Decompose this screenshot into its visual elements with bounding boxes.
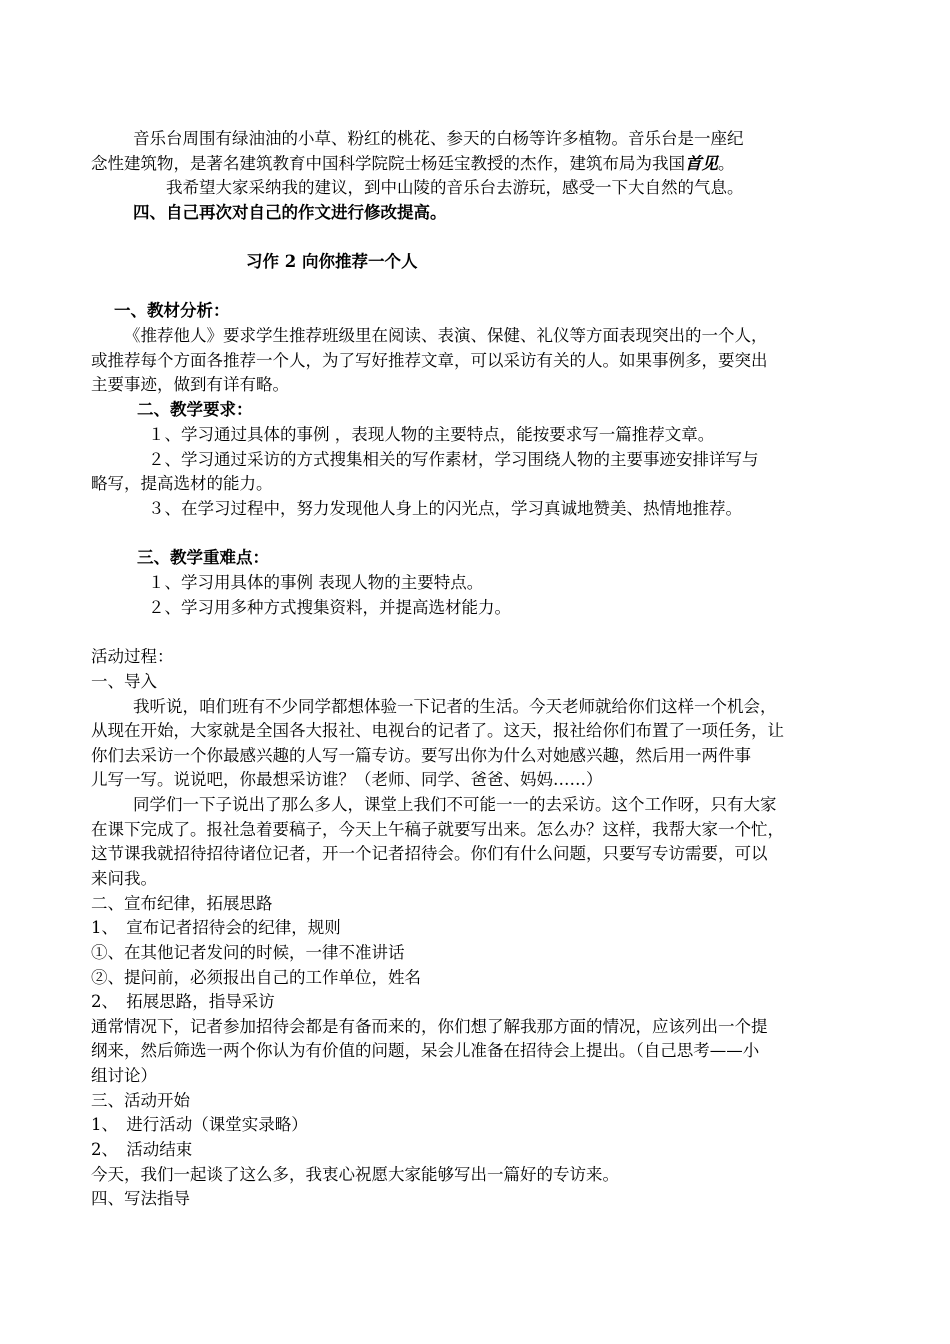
press-paragraph-line-2: 在课下完成了。报社急着要稿子，今天上午稿子就要写出来。怎么办？这样，我帮大家一个忙， (91, 820, 784, 839)
keypoints-heading: 三、教学重难点： (137, 548, 269, 567)
analysis-line-3: 主要事迹，做到有详有略。 (91, 375, 289, 394)
analysis-line-2: 或推荐每个方面各推荐一个人，为了写好推荐文章，可以采访有关的人。如果事例多，要突出 (91, 351, 768, 370)
intro-line-2-text: 念性建筑物，是著名建筑教育中国科学院院士杨廷宝教授的杰作，建筑布局为我国 (91, 154, 685, 173)
activity-item-2: 2、 活动结束 (91, 1140, 193, 1159)
press-paragraph-line-1: 同学们一下子说出了那么多人，课堂上我们不可能一一的去采访。这个工作呀，只有大家 (133, 795, 777, 814)
process-heading: 活动过程： (91, 647, 174, 666)
intro-emphasis: 首见 (685, 154, 718, 173)
section-rules-heading: 二、宣布纪律，拓展思路 (91, 894, 273, 913)
guidance-line-1: 通常情况下，记者参加招待会都是有备而来的，你们想了解我那方面的情况，应该列出一个提 (91, 1017, 768, 1036)
guidance-line-2: 纲来，然后筛选一两个你认为有价值的问题，呆会儿准备在招待会上提出。（自己思考——小 (91, 1041, 760, 1060)
requirement-item-1: １、学习通过具体的事例 ，表现人物的主要特点，能按要求写一篇推荐文章。 (148, 425, 715, 444)
section-writing-heading: 四、写法指导 (91, 1189, 190, 1208)
intro-paragraph-line-2: 从现在开始，大家就是全国各大报社、电视台的记者了。这天，报社给你们布置了一项任务，让 (91, 721, 784, 740)
intro-line-2 (91, 152, 735, 176)
rule-2: ②、提问前，必须报出自己的工作单位，姓名 (91, 968, 421, 987)
intro-paragraph-line-4: 儿写一写。说说吧，你最想采访谁？（老师、同学、爸爸、妈妈……） (91, 770, 603, 789)
closing-line: 今天，我们一起谈了这么多，我衷心祝愿大家能够写出一篇好的专访来。 (91, 1165, 619, 1184)
keypoint-item-2: ２、学习用多种方式搜集资料，并提高选材能力。 (148, 598, 511, 617)
section-intro-heading: 一、导入 (91, 672, 157, 691)
requirement-item-2-cont: 略写，提高选材的能力。 (91, 474, 273, 493)
activity-item-1: 1、 进行活动（课堂实录略） (91, 1115, 308, 1134)
keypoint-item-1: １、学习用具体的事例 表现人物的主要特点。 (148, 573, 484, 592)
intro-paragraph-line-1: 我听说，咱们班有不少同学都想体验一下记者的生活。今天老师就给你们这样一个机会， (133, 697, 777, 716)
requirements-heading: 二、教学要求： (137, 400, 253, 419)
intro-line-3: 我希望大家采纳我的建议，到中山陵的音乐台去游玩，感受一下大自然的气息。 (166, 178, 744, 197)
revision-step-heading: 四、自己再次对自己的作文进行修改提高。 (133, 203, 447, 222)
intro-paragraph-line-3: 你们去采访一个你最感兴趣的人写一篇专访。要写出你为什么对她感兴趣，然后用一两件事 (91, 746, 751, 765)
intro-line-1: 音乐台周围有绿油油的小草、粉红的桃花、参天的白杨等许多植物。音乐台是一座纪 (133, 129, 744, 148)
rules-item-1: 1、 宣布记者招待会的纪律，规则 (91, 918, 341, 937)
guidance-line-3: 组讨论） (91, 1066, 157, 1085)
lesson-title: 习作 2 向你推荐一个人 (246, 252, 418, 271)
rule-1: ①、在其他记者发问的时候，一律不准讲话 (91, 943, 405, 962)
press-paragraph-line-4: 来问我。 (91, 869, 157, 888)
rules-item-2: 2、 拓展思路，指导采访 (91, 992, 275, 1011)
analysis-heading: 一、教材分析： (114, 301, 230, 320)
requirement-item-2: ２、学习通过采访的方式搜集相关的写作素材，学习围绕人物的主要事迹安排详写与 (148, 450, 759, 469)
intro-line-2-end: 。 (718, 154, 735, 173)
press-paragraph-line-3: 这节课我就招待招待诸位记者，开一个记者招待会。你们有什么问题，只要写专访需要，可以 (91, 844, 768, 863)
section-activity-heading: 三、活动开始 (91, 1091, 190, 1110)
analysis-line-1: 《推荐他人》要求学生推荐班级里在阅读、表演、保健、礼仪等方面表现突出的一个人， (124, 326, 768, 345)
requirement-item-3: ３、在学习过程中，努力发现他人身上的闪光点，学习真诚地赞美、热情地推荐。 (148, 499, 742, 518)
